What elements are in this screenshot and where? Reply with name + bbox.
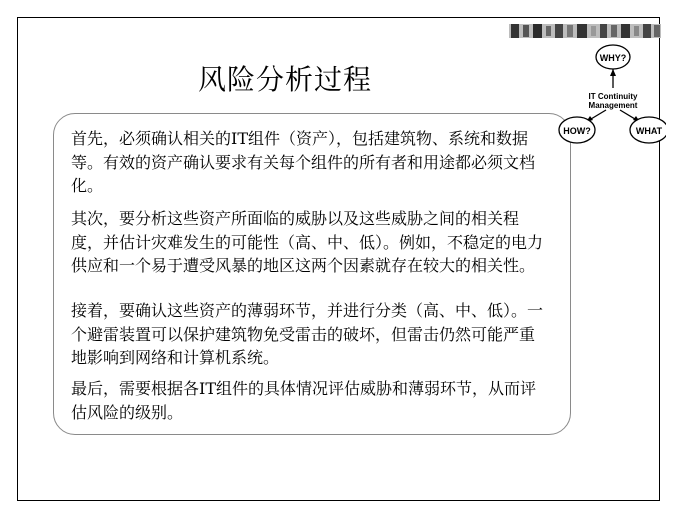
header-logo-band (509, 20, 661, 40)
what-label: WHAT (635, 126, 663, 136)
paragraph-1: 首先，必须确认相关的IT组件（资产），包括建筑物、系统和数据等。有效的资产确认要求有关每个组件的所有者和用途都必须文档化。 (71, 129, 536, 195)
paragraph-3: 接着，要确认这些资产的薄弱环节，并进行分类（高、中、低）。一个避雷装置可以保护建筑物免受雷击的破坏，但雷击仍然可能严重地影响到网络和计算机系统。 (71, 301, 544, 367)
paragraph-2: 其次，要分析这些资产所面临的威胁以及这些威胁之间的相关程度，并估计灾难发生的可能性（高、中、低）。例如，不稳定的电力供应和一个易于遭受风暴的地区这两个因素就存在较大的相关性。 (71, 209, 544, 275)
paragraph-4: 最后，需要根据各IT组件的具体情况评估威胁和薄弱环节，从而评估风险的级别。 (71, 379, 536, 422)
it-continuity-diagram (556, 44, 666, 154)
center-label-line1: IT Continuity (588, 92, 638, 101)
why-label: WHY? (599, 53, 627, 63)
center-label-line2: Management (588, 101, 638, 110)
slide-title: 风险分析过程 (197, 63, 372, 96)
how-label: HOW? (563, 126, 591, 136)
